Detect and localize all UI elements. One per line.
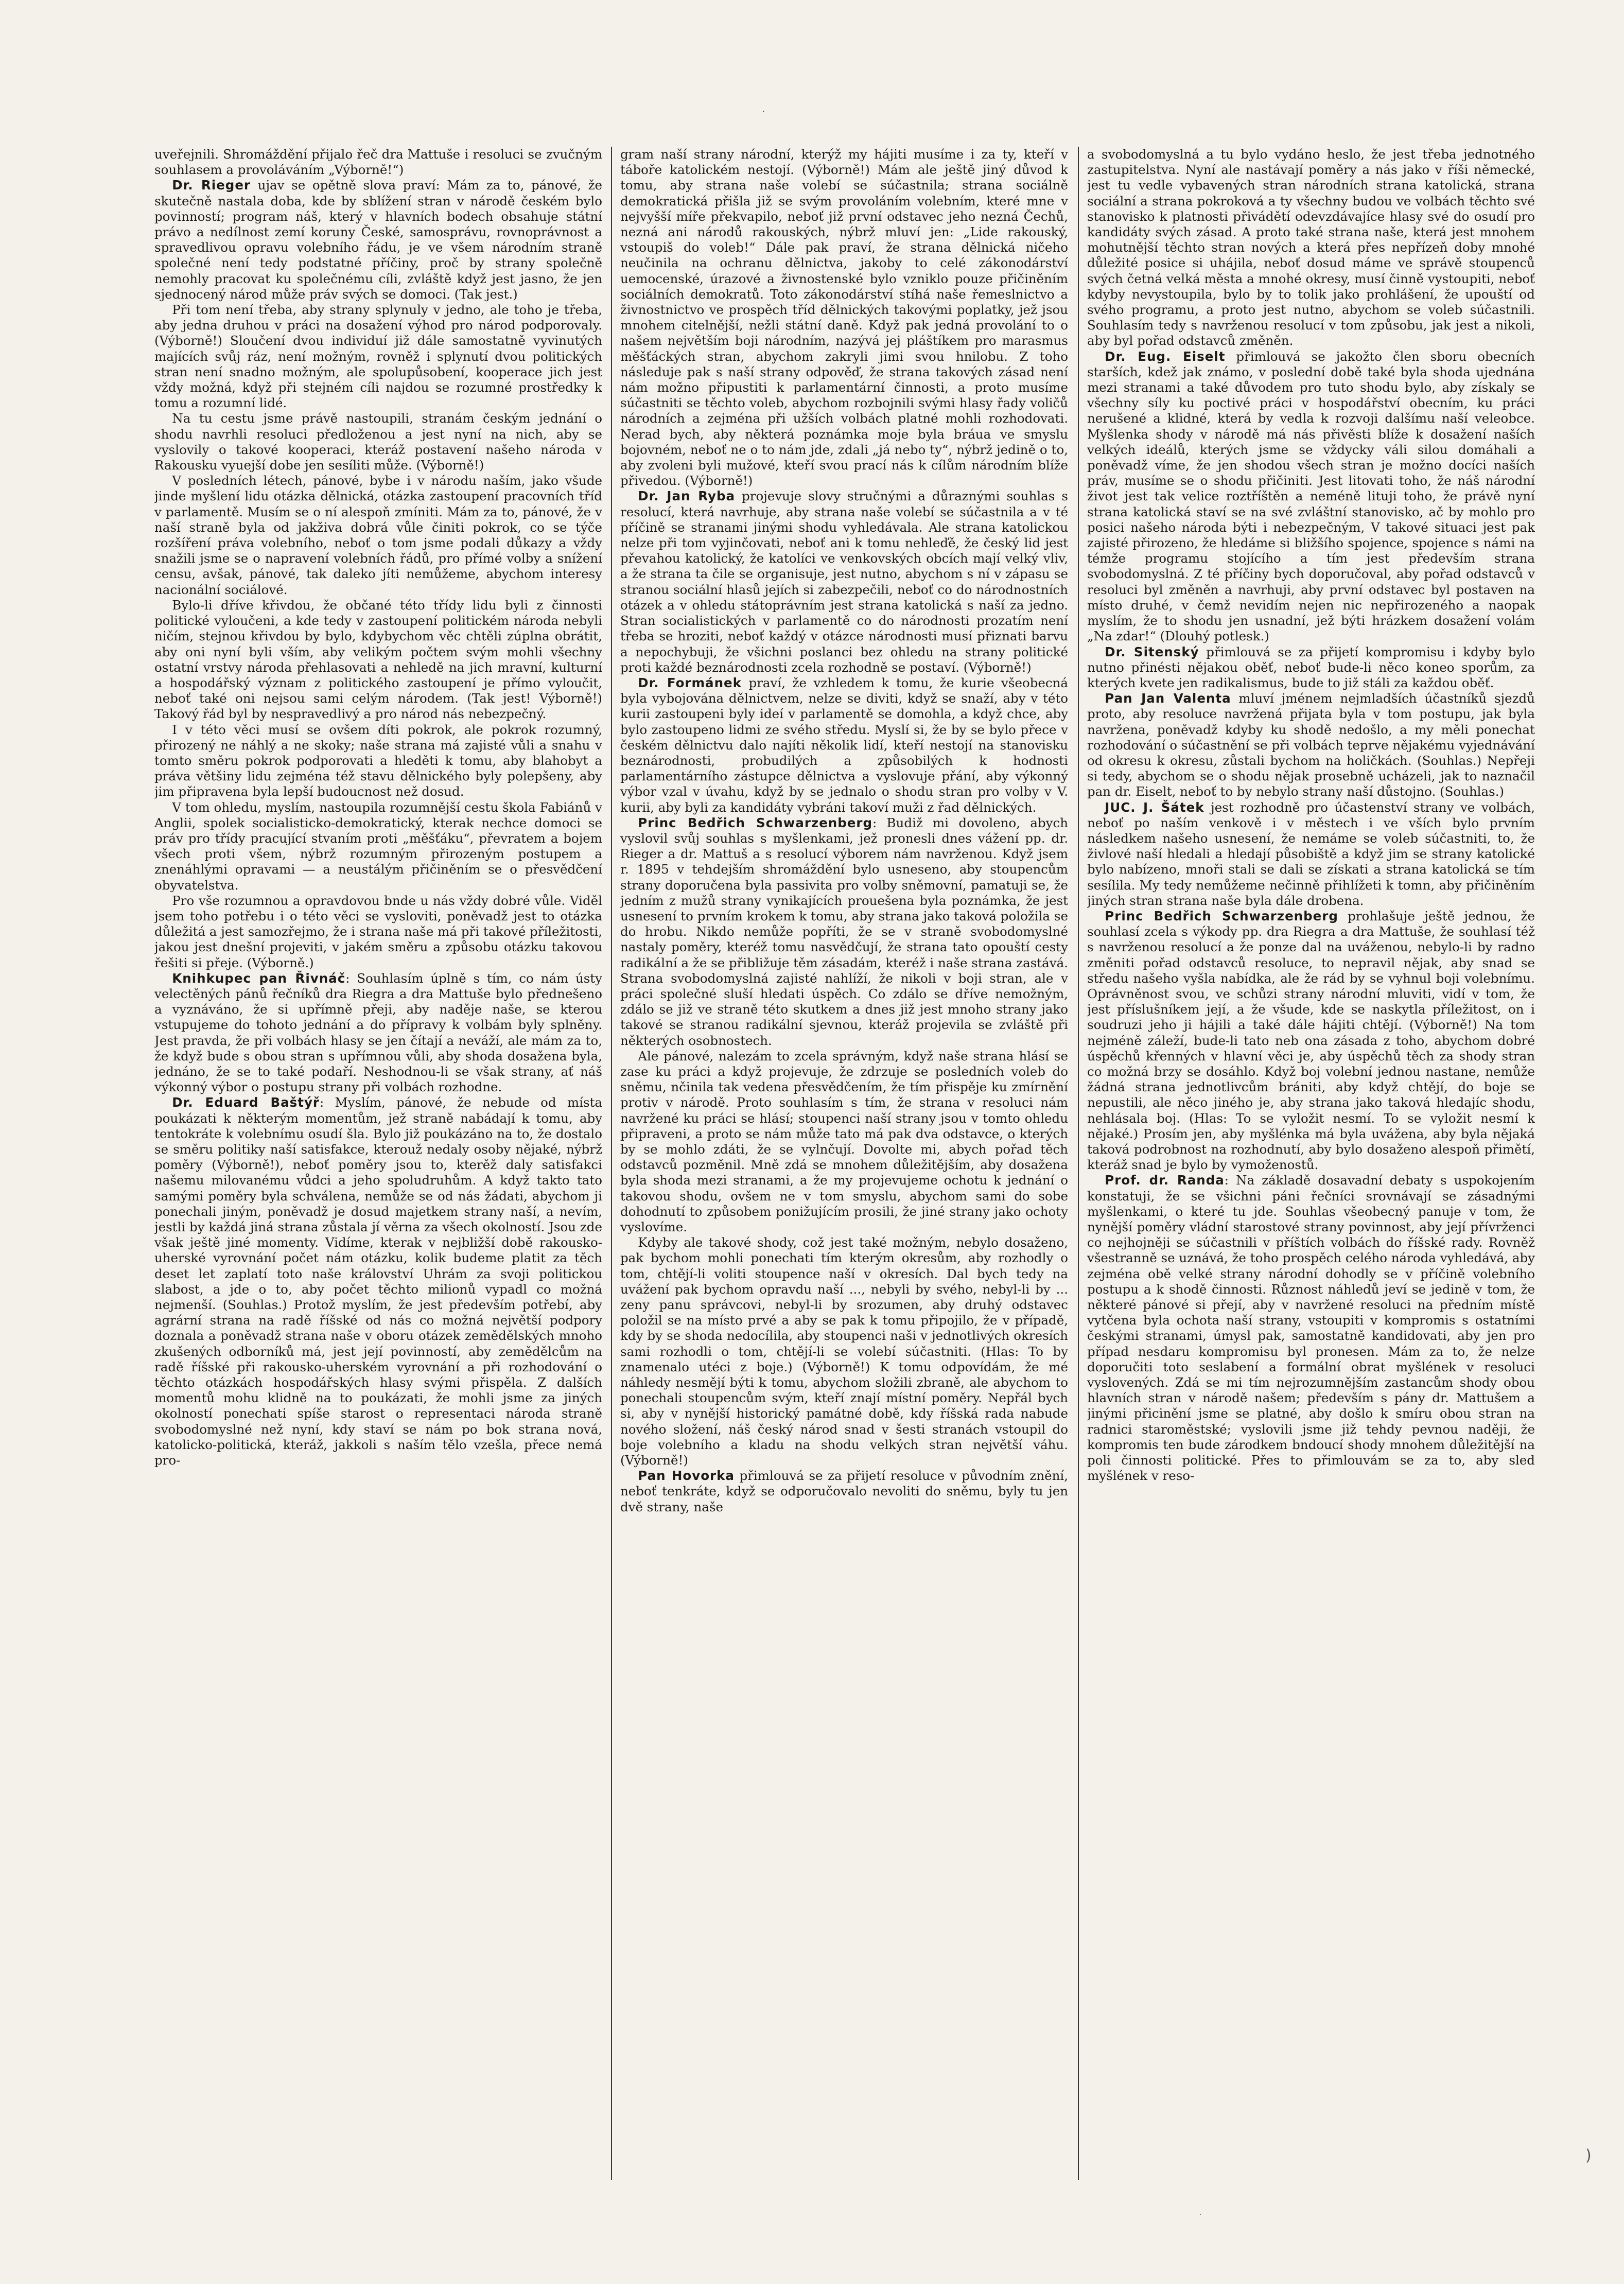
paragraph-text: projevuje slovy stručnými a důraznými souhlas s resolucí, která navrhuje, aby strana naše volebí se súčastnila a v té příčině se stranami jinými shodu vyhledávala. Ale strana katolickou nelze při tom vyjinčovati, neboť ani k tomu nehleďě, že český lid jest převahou katolický, že katolíci ve venkovských obcích mají velký vliv, a že strana ta čile se organisuje, jest nutno, abychom s ní v zápasu se stranou sociální hlasů jejích si zabezpečili, neboť co do národnostních otázek a v ohledu státoprávním jest strana katolická s naší za jedno. Stran socialistických v parlamentě co do národnosti prozatím není třeba se hroziti, neboť každý v otázce národnosti musí přiznati barvu a nepochybuji, že všichni poslanci bez ohledu na strany politické proti každé beznárodnosti zcela rozhodně se postaví. (Výborně!) — [620, 489, 1068, 675]
paragraph-text: přimlouvá se za přijetí kompromisu i kdyby bylo nutno přinésti nějakou oběť, neboť bude-li něco koneo sporům, za kterých kvete jen radikalismus, bude to již stáli za každou oběť. — [1087, 644, 1535, 690]
speaker-name: Dr. Sitenský — [1105, 644, 1199, 659]
paragraph-text: gram naší strany národní, kterýž my hájiti musíme i za ty, kteří v táboře katolickém nestojí. (Výborně!) Mám ale ještě jiný důvod k tomu, aby strana naše volebí se súčastnila; strana sociálně demokratická přišla již se svým provoláním volebním, které mne v nejvyšší míře překvapilo, neboť již první odstavec jeho nezná Čechů, nezná ani národů rakouských, nýbrž mluví jen: „Lide rakouský, vstoupiš do voleb!“ Dále pak praví, že strana dělnická ničeho neučinila na ochranu dělnictva, jakoby to celé zákonodárství uemocenské, úrazové a živnostenské bylo vzniklo pouze přičiněním sociálních demokratů. Toto zákonodárství stíhá naše řemeslnictvo a živnostnictvo ve prospěch tříd dělnických takovými poplatky, jež jsou mnohem citelnější, nežli státní daně. Když pak jedná provolání to o našem největším boji národním, nazývá jej pláštíkem pro marasmus měšťáckých stran, abychom zakryli jimi svou hnilobu. Z toho následuje pak s naší strany odpověď, že strana takových zásad není nám možno připustiti k parlamentární činnosti, a proto musíme súčastniti se těchto voleb, abychom rozbojnili svými hlasy řady voličů národních a zejména při užších volbách platné mohli rozhodovati. Nerad bych, aby některá poznámka moje byla bráua ve smyslu bojovném, neboť ne o to nám jde, zdali „já nebo ty“, nýbrž jedině o to, aby zvoleni byli mužové, kteří svou prací nás k cílům národním blíže přivedou. (Výborně!) — [620, 147, 1068, 489]
paragraph — [620, 815, 1068, 1049]
paragraph — [1087, 644, 1535, 691]
paragraph — [154, 800, 602, 893]
paragraph-text: Pro vše rozumnou a opravdovou bnde u nás vždy dobré vůle. Viděl jsem toho potřebu i o této věci se vysloviti, poněvadž jest to otázka důležitá a jest samozřejmo, že i strana naše má při takové příležitosti, jakou jest dnešní projeviti, v jakém směru a způsobu otázku takovou řešiti si přeje. (Výborně.) — [154, 893, 602, 970]
paragraph — [154, 722, 602, 800]
speaker-name: Knihkupec pan Řivnáč — [172, 970, 346, 986]
paragraph — [620, 147, 1068, 489]
paragraph — [154, 1095, 602, 1468]
paragraph-text: Ale pánové, nalezám to zcela správným, když naše strana hlásí se zase ku práci a když projevuje, že zdrzuje se posledních voleb do sněmu, nčinila tak vedena přesvědčením, že tím přispěje ku zmírnění protiv v národě. Proto souhlasím s tím, že strana v resoluci nám navržené ku práci se hlásí; stoupenci naší strany jsou v tomto ohledu připraveni, a proto se nám může tato má pak dva odstavce, o kterých by se mohlo zdáti, že se vylnčují. Dovolte mi, abych pořad těch odstavců pozměnil. Mně zdá se mnohem důležitějším, aby dosažena byla shoda mezi stranami, a že my projevujeme ochotu k jednání o takovou shodu, ovšem ne v tom smyslu, abychom sami do sobe dohodnutí to způsobem ponižujícím prosili, že jiné strany jako ochoty vyslovíme. — [620, 1048, 1068, 1235]
speaker-name: Princ Bedřich Schwarzenberg — [638, 815, 872, 830]
paragraph — [620, 1049, 1068, 1235]
paragraph-text: mluví jménem nejmladších účastníků sjezdů proto, aby resoluce navržená přijata byla v tom postupu, jak byla navržena, poněvadž kdyby ku shodě nedošlo, a my měli ponechat rozhodování o súčastnění se při volbách teprve nějakému vyjednávání od okresu k okresu, zůstali bychom na holičkách. (Souhlas.) Nepřeji si tedy, abychom se o shodu nějak prosebně ucházeli, jak to naznačil pan dr. Eiselt, neboť to by nebylo strany naší důstojno. (Souhlas.) — [1087, 691, 1535, 799]
paragraph — [1087, 691, 1535, 799]
paragraph-text: ujav se opětně slova praví: Mám za to, pánové, že skutečně nastala doba, kde by sblížení stran v národě českém bylo povinností; program náš, který v hlavních bodech obsahuje státní právo a nedílnost zemí koruny České, samosprávu, rovnoprávnost a spravedlivou opravu volebního řádu, je ve všem národním straně společné není tedy podstatné příčiny, proč by strany společně nemohly pracovat ku společnému cíli, zvláště když jest jasno, že jen sjednocený národ může práv svých se domoci. (Tak jest.) — [154, 178, 602, 302]
paragraph-text: prohlašuje ještě jednou, že souhlasí zcela s výkody pp. dra Riegra a dra Mattuše, že souhlasí též s navrženou resolucí a že ponze dal na uváženou, nebylo-li by radno změniti pořad odstavců resoluce, to nepravil nějak, aby snad se středu našeho vyšla nabídka, ale že rád by se vyhnul boji volebnímu. Oprávněnost svou, ve schůzi strany národní mluviti, vidí v tom, že jest příslušníkem její, a že všude, kde se naskytla příležitost, on i soudruzi jeho ji hájili a také dále hájiti chtějí. (Výborně!) Na tom nejméně záleží, bude-li tato neb ona zásada z toho, abychom dobré úspěchů křenných v hlavní věci je, aby úspěchů těch za shody stran co možná brzy se dosáhlo. Když boj volební jednou nastane, nemůže žádná strana jednotlivcům brániti, aby když chtějí, do boje se nepustili, ale něco jiného je, aby strana jako taková hledajíc shodu, nehlásala boj. (Hlas: To se vyložit nesmí. To se vyložit nesmí k nějaké.) Prosím jen, aby myšlénka má byla uvážena, aby byla nějaká taková podrobnost na rozhodnutí, aby bylo dosaženo alespoň přimětí, kteráž snad je bylo by vymoženostů. — [1087, 908, 1535, 1173]
speaker-name: Princ Bedřich Schwarzenberg — [1105, 908, 1338, 923]
paragraph-text: : Budiž mi dovoleno, abych vyslovil svůj souhlas s myšlenkami, jež pronesli dnes vážení pp. dr. Rieger a dr. Mattuš a s resolucí výborem nám navrženou. Když jsem r. 1895 v tehdejším shromáždění bylo usneseno, aby stoupencům strany doporučena byla passivita pro volby sněmovní, pamatuji se, že jedním z mužů strany vynikajících prouešena byla poznámka, že jest usnesení to prvním krokem k tomu, aby strana jako taková položila se do hrobu. Nikdo nemůže popříti, že se v straně svobodomyslné nastaly poměry, kteréž tomu nasvědčují, že strana tato opouští cesty radikální a že se přibližuje těm zásadám, kteréž i naše strana zastává. Strana svobodomyslná zajisté nahlíží, že nikoli v boji stran, ale v práci společné sluší hledati úspěch. Co zdálo se dříve nemožným, zdálo se již ve straně této skutkem a dnes již jest mnoho strany jako takové se stranou radikální sjevnou, kteráž projevila se zvláště při některých osobnostech. — [620, 815, 1068, 1048]
text-column-left — [154, 147, 602, 2180]
scan-speck: · — [762, 106, 765, 118]
paragraph-text: Na tu cestu jsme právě nastoupili, stranám českým jednání o shodu navrhli resoluci předloženou a jest nyní na nich, aby se vyslovily o takové kooperaci, kteráž postavení našeho národa v Rakousku vyuejší dobe jen sesíliti může. (Výborně!) — [154, 411, 602, 473]
paragraph-text: praví, že vzhledem k tomu, že kurie všeobecná byla vybojována dělnictvem, nelze se diviti, když se snaží, aby v této kurii zastoupeni byly ideí v parlamentě se domohla, a když chce, aby bylo zastoupeno lidmi ze svého středu. Myslí si, že by se bylo přece v českém dělnictvu dalo najíti několik lidí, kteří nestojí na stanovisku beznárodnosti, probudilých a způsobilých k hodnosti parlamentárního zástupce dělnictva a vyslovuje přání, aby výkonný výbor vzal v úvahu, když by se jednalo o shodu stran pro volby v V. kurii, aby byli za kandidáty vybráni takoví muži z řad dělnických. — [620, 675, 1068, 815]
paragraph-text: Kdyby ale takové shody, což jest také možným, nebylo dosaženo, pak bychom mohli ponechati tím kterým okresům, aby rozhodly o tom, chtějí-li voliti stoupence naší v okresích. Dal bych tedy na uvážení pak bychom opravdu naší ..., nebyli by svého, nebyl-li by ... zeny panu správcovi, nebyl-li by srozumen, aby druhý odstavec položil se na místo prvé a aby se pak k tomu připojilo, že v případě, kdy by se shoda nedocílila, aby stoupenci naši v jednotlivých okresích sami rozhodli o tom, chtějí-li se volebí súčastniti. (Hlas: To by znamenalo utéci z boje.) (Výborně!) K tomu odpovídám, že mé náhledy nesmějí býti k tomu, abychom složili zbraně, ale abychom to ponechali stoupencům svým, kteří znají místní poměry. Nepřál bych si, aby v nynější historický památné době, kdy říšská rada nabude nového složení, náš český národ snad v šesti stranách vstoupil do boje volebního a kladu na shodu velkých stran největší váhu. (Výborně!) — [620, 1235, 1068, 1468]
paragraph-text: Bylo-li dříve křivdou, že občané této třídy lidu byli z činnosti politické vyloučeni, a kde tedy v zastoupení politickém národa nebyli ničím, stejnou křivdou by bylo, kdybychom věc chtěli zúplna obrátit, aby oni nyní byli vším, aby velikým počtem svým mohli všechny ostatní vrstvy národa přehlasovati a nehledě na jich mravní, kulturní a hospodářský význam z politického zastoupení je přímo vyloučit, neboť také oni nejsou sami celým národem. (Tak jest! Výborně!) Takový řád byl by nespravedlivý a pro národ nás nebezpečný. — [154, 597, 602, 722]
paragraph-text: V posledních létech, pánové, bybe i v národu naším, jako všude jinde myšlení lidu otázka dělnická, otázka zastoupení pracovních tříd v parlamentě. Musím se o ní alespoň zmíniti. Mám za to, pánové, že v naší straně byla od jakživa dobrá vůle činiti pokrok, co se týče rozšíření práva volebního, neboť o tom jsme podali důkazy a vždy snažili jsme se o napravení volebních řádů, pro přímé volby a snížení censu, avšak, pánové, tak daleko jíti nemůžeme, abychom interesy nacionální sociálové. — [154, 473, 602, 597]
column-rule — [611, 147, 612, 2180]
speaker-name: Dr. Eug. Eiselt — [1105, 348, 1226, 364]
newspaper-page — [154, 147, 1544, 2180]
paragraph — [154, 971, 602, 1095]
paragraph-text: V tom ohledu, myslím, nastoupila rozumnější cestu škola Fabiánů v Anglii, spolek socialisticko-demokratický, kterak nechce domoci se práv pro třídy pracující stvaním proti „měšťáku“, převratem a bojem všech proti všem, nýbrž rozumným přirozeným postupem a znenáhlými opravami — a neustálým přičiněním se o přesvědčení obyvatelstva. — [154, 799, 602, 893]
speaker-name: Pan Jan Valenta — [1105, 691, 1231, 706]
paragraph — [1087, 800, 1535, 909]
paragraph — [154, 411, 602, 473]
column-rule — [1078, 147, 1079, 2180]
paragraph-text: : Souhlasím úplně s tím, co nám ústy velectěných pánů řečníků dra Riegra a dra Mattuše bylo přednešeno a vyznáváno, že si upřímně přeji, aby naděje naše, se kterou vstupujeme do tohoto jednání a do přípravy k volbám byly splněny. Jest pravda, že při volbách hlasy se jen čítají a neváží, ale mám za to, že když bude s obou stran s upřímnou vůli, aby shoda dosažena byla, jednáno, že se to také podaří. Neshodnou-li se však strany, ať náš výkonný výbor o postupu strany při volbách rozhodne. — [154, 970, 602, 1095]
paragraph — [620, 1235, 1068, 1468]
text-column-right — [1087, 147, 1535, 2180]
paragraph — [620, 675, 1068, 815]
paragraph — [154, 598, 602, 722]
paragraph-text: I v této věci musí se ovšem díti pokrok, ale pokrok rozumný, přirozený ne náhlý a ne skoky; naše strana má zajisté vůli a snahu v tomto směru pokrok podporovati a hleděti k tomu, aby blahobyt a práva většiny lidu zejména též stavu dělnického byly polepšeny, aby jim připravena byla lepší budoucnost než dosud. — [154, 722, 602, 799]
paragraph — [1087, 1173, 1535, 1484]
paragraph — [1087, 349, 1535, 644]
paragraph-text: uveřejnili. Shromáždění přijalo řeč dra Mattuše i resoluci se zvučným souhlasem a provoláváním „Výborně!“) — [154, 147, 602, 178]
text-column-middle — [620, 147, 1068, 2180]
paragraph-text: : Na základě dosavadní debaty s uspokojením konstatuji, že se všichni páni řečníci srovnávají se zásadnými myšlenkami, o které tu jde. Souhlas všeobecný panuje v tom, že nynější poměry vládní starostové strany povinnost, aby její přívrženci co nejhojněji se súčastnili v příštích volbách do říšské rady. Rovněž všestranně se uznává, že toho prospěch celého národa vyhledává, aby zejména obě velké strany národní dohodly se v příčině volebního postupu a k shodě činnosti. Různost náhledů jeví se jedině v tom, že některé pánové si přejí, aby v navržené resoluci na předním místě vytčena byla ochota naší strany, vstoupiti v kompromis s ostatními českými stranami, úmysl pak, samostatně kandidovati, aby jen pro případ nesdaru kompromisu byl pronesen. Mám za to, že nelze doporučiti toto seslabení a formální obrat myšlének v resoluci vyslovených. Zdá se mi tím nejrozumnějším zastancům shody obou hlavních stran v národě našem; především s pány dr. Mattušem a jinými přicinění jsme se platné, aby došlo k smíru obou stran na radnici staroměstské; vyslovili jsme již tehdy pevnou naději, že kompromis ten bude zárodkem bndoucí shody mnohem důležitější na poli činnosti politické. Přes to přimlouvám se za to, aby sled myšlének v reso- — [1087, 1173, 1535, 1484]
paragraph-text: přimlouvá se jakožto člen sboru obecních starších, kdež jak známo, v poslední době také byla shoda ujednána mezi stranami a také důvodem pro tuto shodu bylo, aby získaly se všechny síly ku poctivé práci v hospodářství obecním, ku práci nerušené a klidné, která by vedla k rozvoji dalšímu naší veleobce. Myšlenka shody v národě má nás přivěsti blíže k dosažení naších velkých ideálů, kterých jsme se vždycky váli silou domáhali a poněvadž víme, že jen shodou všech stran je možno docíci naších práv, musíme se o shodu přičiniti. Jest litovati toho, že náš národní život jest tak velice roztříštěn a neméně lituji toho, že právě nyní strana katolická staví se na své zvláštní stanovisko, ač by mohlo pro posici našeho národa býti i nebezpečným, V takové situaci jest pak zajisté přirozeno, že hledáme si bližšího spojence, spojence s námi na témže programu stojícího a tím jest především strana svobodomyslná. Z té příčiny bych doporučoval, aby pořad odstavců v resoluci byl změněn a navrhuji, aby první odstavec byl postaven na místo druhé, v čemž nevidím nejen nic nepřirozeného a naopak myslím, že to shodu jen usnadní, jež býti hrázkem dosažení volám „Na zdar!“ (Dlouhý potlesk.) — [1087, 348, 1535, 644]
paragraph — [154, 302, 602, 411]
speaker-name: Dr. Formánek — [638, 675, 742, 690]
paragraph — [154, 178, 602, 302]
speaker-name: Dr. Jan Ryba — [638, 489, 736, 504]
speaker-name: Dr. Eduard Baštýř — [172, 1095, 320, 1110]
scan-edge-mark: ) — [1585, 2147, 1592, 2165]
paragraph — [1087, 909, 1535, 1173]
speaker-name: JUC. J. Šátek — [1105, 799, 1204, 815]
paragraph-text: přimlouvá se za přijetí resoluce v původním znění, neboť tenkráte, když se odporučovalo nevoliti do sněmu, byly tu jen dvě strany, naše — [620, 1468, 1068, 1514]
paragraph-text: Při tom není třeba, aby strany splynuly v jedno, ale toho je třeba, aby jedna druhou v práci na dosažení výhod pro národ podporovaly. (Výborně!) Sloučení dvou individuí již dále samostatně vyvinutých majících svůj ráz, není možným, rovněž i splynutí dvou politických stran není snadno možným, ale spolupůsobení, kooperace jich jest vždy možná, když při stejném cíli najdou se rozumné prostředky k tomu a rozumní lidé. — [154, 302, 602, 411]
speaker-name: Dr. Rieger — [172, 178, 251, 193]
paragraph — [1087, 147, 1535, 349]
paragraph — [154, 893, 602, 971]
speaker-name: Prof. dr. Randa — [1105, 1173, 1225, 1188]
speaker-name: Pan Hovorka — [638, 1468, 735, 1484]
paragraph-text: a svobodomyslná a tu bylo vydáno heslo, že jest třeba jednotného zastupitelstva. Nyní ale nastávají poměry a nás jako v říši německé, jest tu vedle vybavených stran národních strana katolická, strana sociální a strana pokroková a ty všechny budou ve volbách těchto své stanovisko k platnosti přivádětí odevzdávajíce hlasy své do osudí pro kandidáty svých zásad. A proto také strana naše, která jest mnohem mohutnější těchto stran nových a která přes nepřízeň doby mnohé důležité posice si uhájila, neboť dosud máme ve správě stoupenců svých četná velká města a mnohé okresy, musí činně vystoupiti, neboť kdyby nevystoupila, bylo by to tolik jako prohlášení, že upouští od svého programu, a proto jest nutno, abychom se voleb súčastnili. Souhlasím tedy s navrženou resolucí v tom způsobu, jak jest a nikoli, aby byl pořad odstavců změněn. — [1087, 147, 1535, 348]
paragraph — [620, 1468, 1068, 1515]
paragraph — [154, 473, 602, 598]
paragraph — [620, 489, 1068, 675]
paragraph-text: : Myslím, pánové, že nebude od místa poukázati k některým momentům, jež straně nabádají k tomu, aby tentokráte k volebnímu osudí šla. Bylo již poukázáno na to, že dostalo se směru politiky naší satisfakce, kterouž nedaly osoby nějaké, nýbrž poměry (Výborně!), neboť poměry jsou to, kterěž daly satisfakci našemu milovanému vůdci a jeho spoludruhům. A když takto tato samými poměry byla schválena, nemůže se od nás žádati, abychom ji ponechali jiným, poněvadž je dosud majetkem strany naší, a nevím, jestli by každá jiná strana zůstala jí věrna za všech okolností. Jsou zde však ještě jiné momenty. Vidíme, kterak v nejbližší době rakousko-uherské vyrovnání počet nám otázku, kolik budeme platit za těch deset let zaplatí toto naše království Uhrám za svoji politickou slabost, a jde o to, aby počet těchto milionů vypadl co možná nejmenší. (Souhlas.) Protož myslím, že jest především potřebí, aby agrární strana na radě říšské od nás co možná největší podpory doznala a poněvadž strana naše v oboru otázek zemědělských mnoho zkušených odborníků má, jest její povinností, aby zemědělcům na radě říšské při rakousko-uherském vyrovnání a při rozhodování o těchto otázkách hospodářských hlasy svými přispěla. Z dalších momentů mohu klidně na to poukázati, že mohli jsme za jiných okolností ponechati spíše starost o representaci národa straně svobodomyslné než nyní, kdy staví se nám po bok strana nová, katolicko-politická, kteráž, jakkoli s naším tělo vzešla, přece nemá pro- — [154, 1095, 602, 1468]
paragraph — [154, 147, 602, 178]
paragraph-text: jest rozhodně pro účastenství strany ve volbách, neboť po naším venkově i v městech i ve vších bylo prvním následkem našeho usnesení, že nemáme se voleb súčastniti, to, že živlové naší hledali a hledají působiště a když jim se strany katolické bylo nabízeno, mnoři stali se dali se získati a strana katolická se tím sesílila. My tedy nemůžeme nečinně přihlížeti k tomn, aby přičiněním jiných stran strana naše byla dále drobena. — [1087, 799, 1535, 908]
scan-speck: · — [1199, 2211, 1202, 2219]
